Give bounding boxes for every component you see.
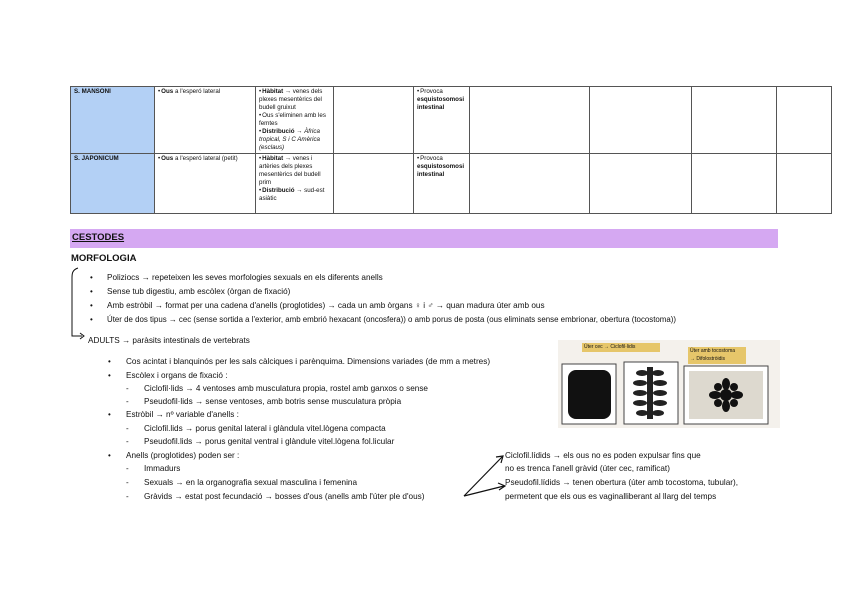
morph-item: Sense tub digestiu, amb escòlex (òrgan de fixació) [107,287,291,296]
schistosoma-table [70,86,832,214]
species-cell: S. JAPONICUM [71,154,155,214]
figure-label: Úter cec → Ciclofil·lidis [582,343,660,352]
figure-label: Úter amb tocostoma → Difolostròidis [688,347,746,364]
habitat-cell: • Hàbitat → venes dels plexes mesentèrics del budell gruixut • Ous s'eliminen amb les femtes • Distribució → Àfrica tropical, S i C Amèrica (esclaus) [256,87,334,154]
adult-subitem: Ciclofil·lids → 4 ventoses amb musculatura propia, rostel amb ganxos o sense [144,384,428,393]
subsection-title: MORFOLOGIA [71,253,137,264]
bullet-icon: • [90,287,93,296]
bullet-icon: • [90,273,93,282]
table-row [71,87,832,154]
empty-cell [590,87,692,154]
morph-item: Úter de dos tipus → cec (sense sortida a l'exterior, amb embrió hexacant (oncosfera)) o amb porus de posta (ous eliminats sense embrionar, obertura (tocostoma)) [107,315,677,324]
bullet-icon: • [108,357,111,366]
empty-cell [692,87,777,154]
adult-item: Estròbil → nº variable d'anells : [126,410,239,419]
eggs-cell: • Ous a l'esperó lateral [155,87,256,154]
adult-subitem: Sexuals → en la organografia sexual masculina i femenina [144,478,357,487]
side-note: no es trenca l'anell gràvid (úter cec, ramificat) [505,464,670,473]
empty-cell [590,154,692,214]
empty-cell [334,154,414,214]
empty-cell [470,87,590,154]
adults-line: ADULTS → paràsits intestinals de vertebrats [88,336,250,345]
table-row [71,154,832,214]
adult-item: Anells (proglotides) poden ser : [126,451,240,460]
habitat-cell: • Hàbitat → venes i artèries dels plexes mesentèrics del budell prim • Distribució → sud-est asiàtic [256,154,334,214]
adult-subitem: Gràvids → estat post fecundació → bosses d'ous (anells amb l'úter ple d'ous) [144,492,425,501]
proglottid-drawings-icon [558,340,780,428]
morph-item: Amb estròbil → format per una cadena d'anells (proglotides) → cada un amb òrgans ♀ i ♂ → quan madura úter amb ous [107,301,545,310]
adult-subitem: Immadurs [144,464,181,473]
adult-subitem: Pseudofil·lids → sense ventoses, amb botris sense musculatura pròpia [144,397,402,406]
disease-cell: • Provoca esquistosomosi intestinal [414,154,470,214]
morph-item: Poliziocs → repeteixen les seves morfologies sexuals en els diferents anells [107,273,383,282]
adult-item: Cos acintat i blanquinós per les sals càlciques i parènquima. Dimensions variades (de mm a metres) [126,357,491,366]
bracket-arrow-icon [70,266,92,346]
bullet-icon: • [90,301,93,310]
uterus-figure [558,340,780,428]
side-note: Pseudofil.lídids → tenen obertura (úter amb tocostoma, tubular), [505,478,739,487]
empty-cell [334,87,414,154]
bullet-icon: • [90,315,93,324]
side-note: Ciclofil.lídids → els ous no es poden expulsar fins que [505,451,701,460]
bullet-icon: • [108,371,111,380]
species-cell: S. MANSONI [71,87,155,154]
section-header-bar [70,229,778,248]
eggs-cell: • Ous a l'esperó lateral (petit) [155,154,256,214]
empty-cell [692,154,777,214]
adult-subitem: Pseudofil.lids → porus genital ventral i glàndule vitel.lògena fol.licular [144,437,395,446]
empty-cell [470,154,590,214]
adult-subitem: Ciclofil.lids → porus genital lateral i glàndula vitel.lògena compacta [144,424,386,433]
disease-cell: • Provoca esquistosomosi intestinal [414,87,470,154]
adult-item: Escòlex i organs de fixació : [126,371,228,380]
bullet-icon: • [108,451,111,460]
empty-cell [777,154,832,214]
bullet-icon: • [108,410,111,419]
section-title: CESTODES [72,232,125,243]
side-note: permetent que els ous es vaginalliberant al llarg del temps [505,492,717,501]
split-arrow-icon [462,452,508,500]
empty-cell [777,87,832,154]
